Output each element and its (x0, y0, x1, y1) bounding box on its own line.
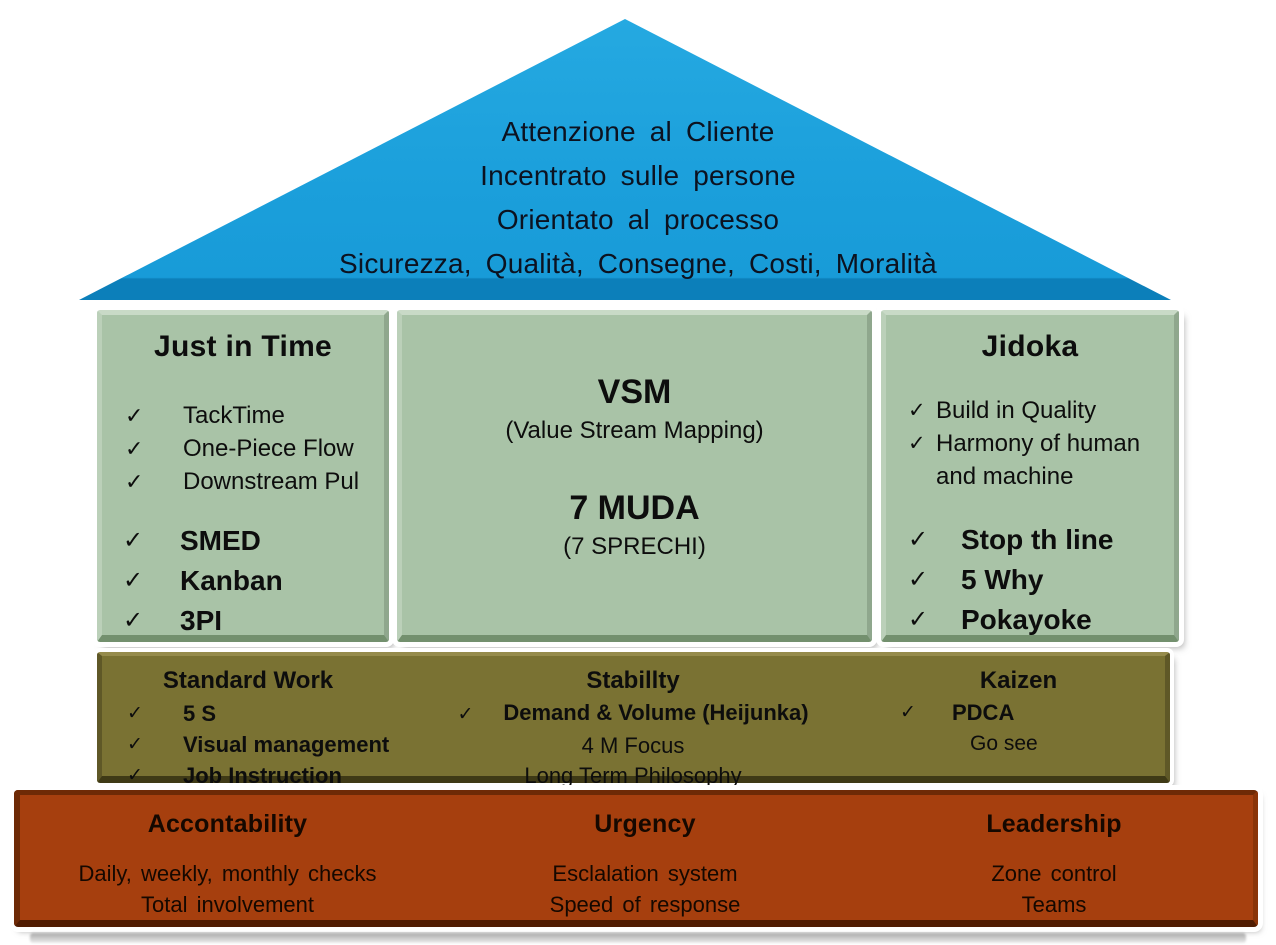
pillar-jidoka (881, 310, 1179, 642)
urgency-line-2: Speed of response (549, 892, 741, 917)
standard-work-item-1: 5 S (183, 701, 217, 726)
list-item (872, 697, 1165, 729)
roof-line-2: Incentrato sulle persone (480, 160, 796, 191)
jidoka-bold-list (886, 520, 1174, 640)
jit-item-4: SMED (180, 525, 261, 556)
kaizen-item-1: PDCA (952, 700, 1015, 725)
check-icon: ✓ (123, 607, 144, 634)
jidoka-title: Jidoka (981, 330, 1079, 363)
list-item (886, 427, 1174, 493)
vsm-content (402, 373, 867, 561)
list-item (886, 394, 1174, 427)
jidoka-regular-list (886, 394, 1174, 493)
urgency-title: Urgency (594, 810, 696, 838)
leadership-line-2: Teams (1021, 892, 1087, 917)
roof-line-4: Sicurezza, Qualità, Consegne, Costi, Moralità (339, 248, 937, 279)
floor-shadow (30, 933, 1246, 943)
standard-work-item-2: Visual management (183, 732, 390, 757)
jidoka-item-4: 5 Why (961, 564, 1044, 595)
jidoka-item-2: Harmony of human and machine (936, 430, 1141, 490)
urgency-section (435, 795, 855, 920)
jidoka-item-5: Pokayoke (961, 604, 1092, 635)
check-icon: ✓ (457, 704, 474, 725)
vsm-subtitle: (Value Stream Mapping) (505, 417, 764, 444)
jit-title: Just in Time (153, 330, 333, 363)
standard-work-section (102, 656, 394, 788)
list-item (886, 600, 1174, 640)
vsm-title: VSM (597, 373, 672, 411)
accountability-section (20, 795, 435, 920)
check-icon: ✓ (123, 527, 144, 554)
list-item (102, 432, 384, 465)
jit-item-3: Downstream Pul (183, 468, 360, 495)
leadership-line-1: Zone control (991, 861, 1117, 886)
jidoka-item-3: Stop th line (961, 524, 1114, 555)
kaizen-title: Kaizen (979, 667, 1058, 694)
standard-work-item-3: Job Instruction (183, 763, 342, 788)
check-icon: ✓ (908, 606, 929, 633)
roof-line-1: Attenzione al Cliente (501, 116, 775, 147)
jit-item-6: 3PI (180, 605, 223, 636)
accountability-line-2: Total involvement (141, 892, 314, 917)
check-icon: ✓ (908, 526, 929, 553)
list-item (102, 601, 384, 641)
check-icon: ✓ (908, 566, 929, 593)
check-icon: ✓ (127, 734, 143, 755)
list-item (102, 729, 394, 760)
check-icon: ✓ (123, 567, 144, 594)
jit-item-2: One-Piece Flow (183, 435, 354, 462)
check-icon: ✓ (908, 399, 926, 422)
list-item (102, 399, 384, 432)
jidoka-item-1: Build in Quality (936, 397, 1097, 424)
stability-title: Stabillty (586, 667, 680, 694)
check-icon: ✓ (127, 765, 143, 786)
list-item (102, 698, 394, 729)
check-icon: ✓ (908, 432, 926, 455)
stability-item-2: 4 M Focus (581, 733, 685, 758)
jit-item-5: Kanban (180, 565, 283, 596)
kaizen-item-2: Go see (970, 732, 1038, 755)
list-item (394, 697, 872, 731)
foundation-band (14, 790, 1258, 927)
check-icon: ✓ (125, 436, 144, 461)
kaizen-section (872, 656, 1165, 776)
jit-bold-list (102, 521, 384, 641)
accountability-title: Accontability (147, 810, 308, 838)
muda-title: 7 MUDA (569, 489, 700, 527)
jit-regular-list (102, 399, 384, 498)
pillar-vsm (397, 310, 872, 642)
muda-subtitle: (7 SPRECHI) (563, 533, 706, 560)
leadership-section (855, 795, 1253, 920)
list-item (102, 760, 394, 791)
stability-band (97, 652, 1170, 788)
list-item (102, 465, 384, 498)
stability-item-3: Long Term Philosophy (524, 763, 742, 788)
pillar-just-in-time (97, 310, 389, 642)
standard-work-title: Standard Work (162, 667, 334, 694)
roof-text (0, 110, 1276, 286)
leadership-title: Leadership (986, 810, 1122, 838)
stability-section (394, 656, 872, 788)
check-icon: ✓ (900, 702, 916, 723)
list-item (102, 561, 384, 601)
list-item (886, 520, 1174, 560)
stability-item-1: Demand & Volume (Heijunka) (503, 700, 809, 725)
urgency-line-1: Esclalation system (552, 861, 738, 886)
check-icon: ✓ (127, 703, 143, 724)
jit-item-1: TackTime (183, 402, 285, 429)
check-icon: ✓ (125, 403, 144, 428)
check-icon: ✓ (125, 469, 144, 494)
list-item (886, 560, 1174, 600)
list-item (102, 521, 384, 561)
accountability-line-1: Daily, weekly, monthly checks (78, 861, 377, 886)
roof-line-3: Orientato al processo (496, 204, 780, 235)
